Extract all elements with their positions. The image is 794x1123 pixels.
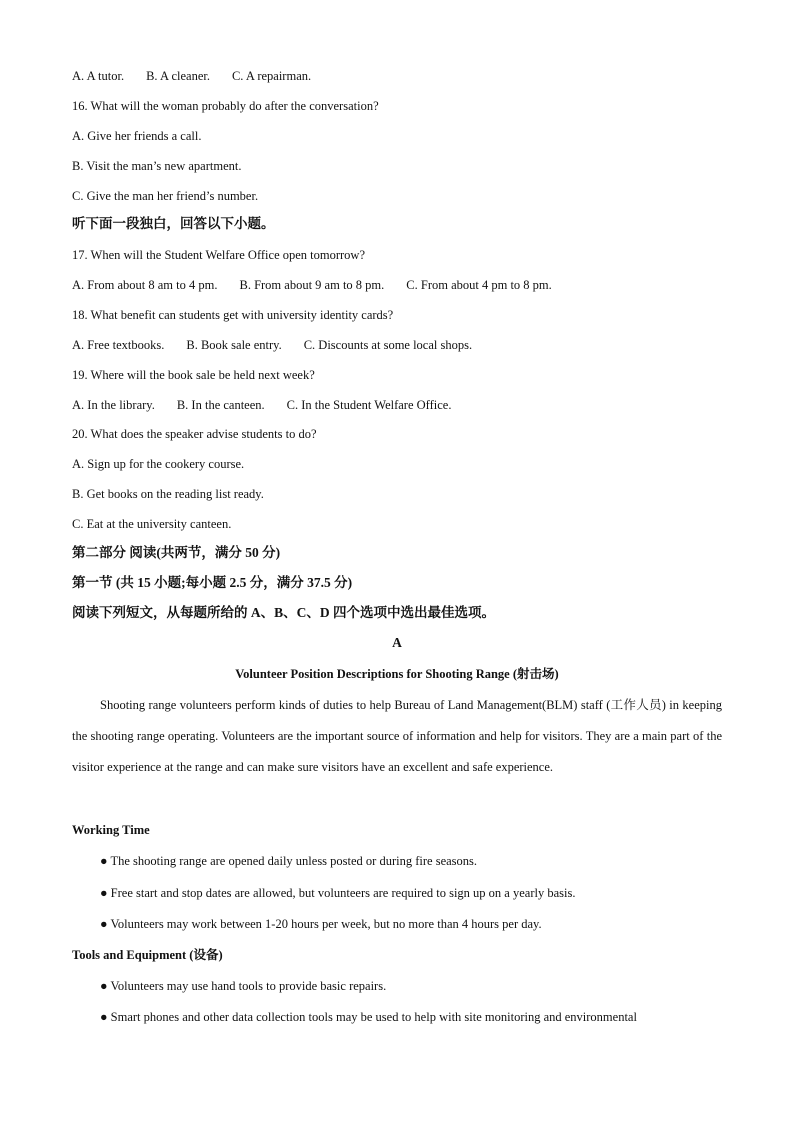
part2-heading: 第二部分 阅读(共两节，满分 50 分) (72, 545, 281, 560)
q20-question: 20. What does the speaker advise students to do? (72, 427, 317, 441)
q17-options (72, 277, 574, 293)
q20-option-c: C. Eat at the university canteen. (72, 517, 232, 531)
tools-heading: Tools and Equipment (设备) (72, 948, 223, 962)
q15-option-a: A. A tutor. (72, 69, 125, 83)
q18-option-b: B. Book sale entry. (186, 338, 282, 352)
q16-option-a: A. Give her friends a call. (72, 129, 202, 143)
q19-options (72, 397, 473, 413)
q18-options (72, 337, 494, 353)
q20-option-b: B. Get books on the reading list ready. (72, 487, 264, 501)
q19-option-c: C. In the Student Welfare Office. (286, 398, 452, 412)
q15-options (72, 68, 333, 84)
passage-letter: A (392, 635, 402, 650)
q15-option-c: C. A repairman. (231, 69, 312, 83)
q16-option-b: B. Visit the man’s new apartment. (72, 159, 242, 173)
working-time-item: ● The shooting range are opened daily unless posted or during fire seasons. (100, 854, 478, 868)
passage-title: Volunteer Position Descriptions for Shooting Range (射击场) (235, 667, 559, 681)
q18-question: 18. What benefit can students get with university identity cards? (72, 308, 394, 322)
q20-option-a: A. Sign up for the cookery course. (72, 457, 245, 471)
q18-option-a: A. Free textbooks. (72, 338, 165, 352)
working-time-item: ● Volunteers may work between 1-20 hours per week, but no more than 4 hours per day. (100, 917, 542, 931)
q16-option-c: C. Give the man her friend’s number. (72, 189, 259, 203)
working-time-heading: Working Time (72, 823, 150, 837)
q17-option-a: A. From about 8 am to 4 pm. (72, 278, 218, 292)
monologue-heading: 听下面一段独白，回答以下小题。 (72, 216, 275, 231)
tools-item: ● Smart phones and other data collection tools may be used to help with site monitoring and environmental (100, 1010, 637, 1024)
q18-option-c: C. Discounts at some local shops. (303, 338, 473, 352)
instructions: 阅读下列短文，从每题所给的 A、B、C、D 四个选项中选出最佳选项。 (72, 605, 496, 620)
tools-item: ● Volunteers may use hand tools to provide basic repairs. (100, 979, 387, 993)
q15-option-b: B. A cleaner. (146, 69, 210, 83)
q19-option-b: B. In the canteen. (176, 398, 265, 412)
q16-question: 16. What will the woman probably do after the conversation? (72, 99, 379, 113)
q19-question: 19. Where will the book sale be held next week? (72, 368, 315, 382)
q17-option-c: C. From about 4 pm to 8 pm. (406, 278, 552, 292)
passage-intro: Shooting range volunteers perform kinds of duties to help Bureau of Land Management(BLM) staff (工作人员) in keeping the shooting range operating. Volunteers are the important source of information and help for visitors. They are a main part of the visitor experience at the range and can make sure visitors have an excellent and safe experience. (72, 698, 722, 774)
section1-heading: 第一节 (共 15 小题;每小题 2.5 分，满分 37.5 分) (72, 575, 353, 590)
q17-question: 17. When will the Student Welfare Office open tomorrow? (72, 248, 366, 262)
working-time-item: ● Free start and stop dates are allowed, but volunteers are required to sign up on a yearly basis. (100, 886, 576, 900)
q19-option-a: A. In the library. (72, 398, 155, 412)
q17-option-b: B. From about 9 am to 8 pm. (239, 278, 385, 292)
